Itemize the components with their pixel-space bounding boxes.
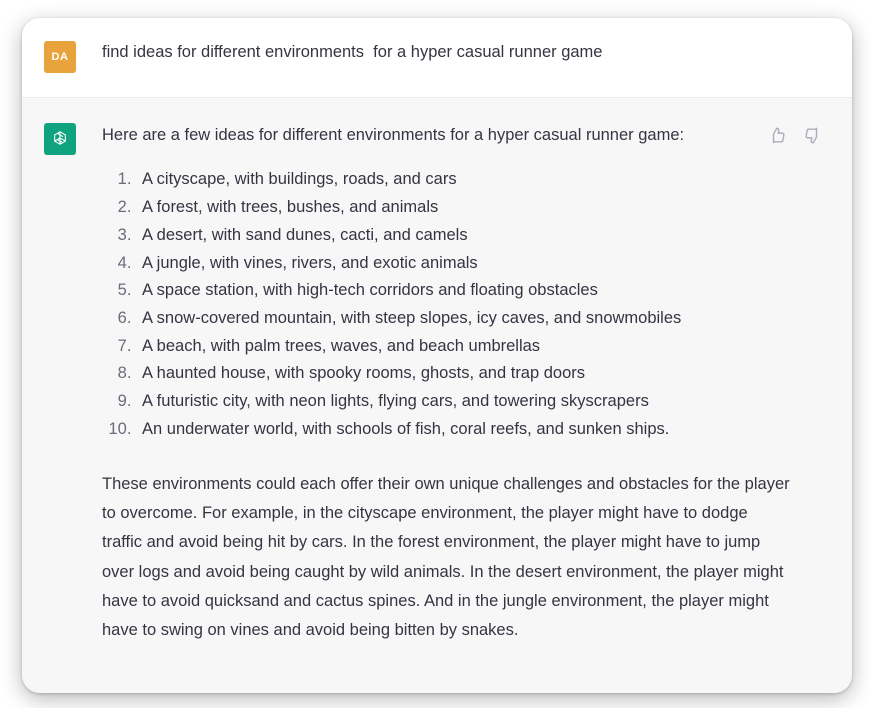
avatar-assistant	[44, 123, 76, 155]
environment-ideas-list	[102, 166, 826, 443]
list-item: 2. A forest, with trees, bushes, and animals	[136, 194, 826, 222]
list-item: 8. A haunted house, with spooky rooms, ghosts, and trap doors	[136, 360, 826, 388]
list-item: 5. A space station, with high-tech corridors and floating obstacles	[136, 277, 826, 305]
list-item: 7. A beach, with palm trees, waves, and beach umbrellas	[136, 333, 826, 361]
user-message-turn	[22, 18, 852, 98]
openai-logo-icon	[50, 129, 70, 149]
list-item: 1. A cityscape, with buildings, roads, and cars	[136, 166, 826, 194]
user-message-body	[76, 40, 826, 66]
chat-conversation-card	[22, 18, 852, 693]
assistant-message-body	[76, 122, 826, 646]
list-item: 9. A futuristic city, with neon lights, flying cars, and towering skyscrapers	[136, 388, 826, 416]
assistant-message-text	[102, 122, 826, 646]
assistant-intro-line: Here are a few ideas for different environments for a hyper casual runner game:	[102, 126, 685, 144]
avatar-user	[44, 41, 76, 73]
assistant-message-turn	[22, 98, 852, 693]
list-item: 10. An underwater world, with schools of fish, coral reefs, and sunken ships.	[136, 416, 826, 444]
thumbs-up-icon[interactable]	[768, 126, 787, 145]
feedback-controls	[768, 126, 822, 145]
avatar-initials: DA	[51, 51, 69, 63]
user-message-text: find ideas for different environments for a hyper casual runner game	[102, 43, 603, 61]
thumbs-down-icon[interactable]	[803, 126, 822, 145]
list-item: 3. A desert, with sand dunes, cacti, and camels	[136, 222, 826, 250]
list-item: 6. A snow-covered mountain, with steep slopes, icy caves, and snowmobiles	[136, 305, 826, 333]
assistant-closing-paragraph: These environments could each offer their own unique challenges and obstacles for the player to overcome. For example, in the cityscape environment, the player might have to dodge traffic and avoid being hit by cars. In the forest environment, the player might have to jump over logs and avoid being caught by wild animals. In the desert environment, the player might have to avoid quicksand and cactus spines. And in the jungle environment, the player might have to swing on vines and avoid being bitten by snakes.	[102, 474, 790, 640]
list-item: 4. A jungle, with vines, rivers, and exotic animals	[136, 250, 826, 278]
